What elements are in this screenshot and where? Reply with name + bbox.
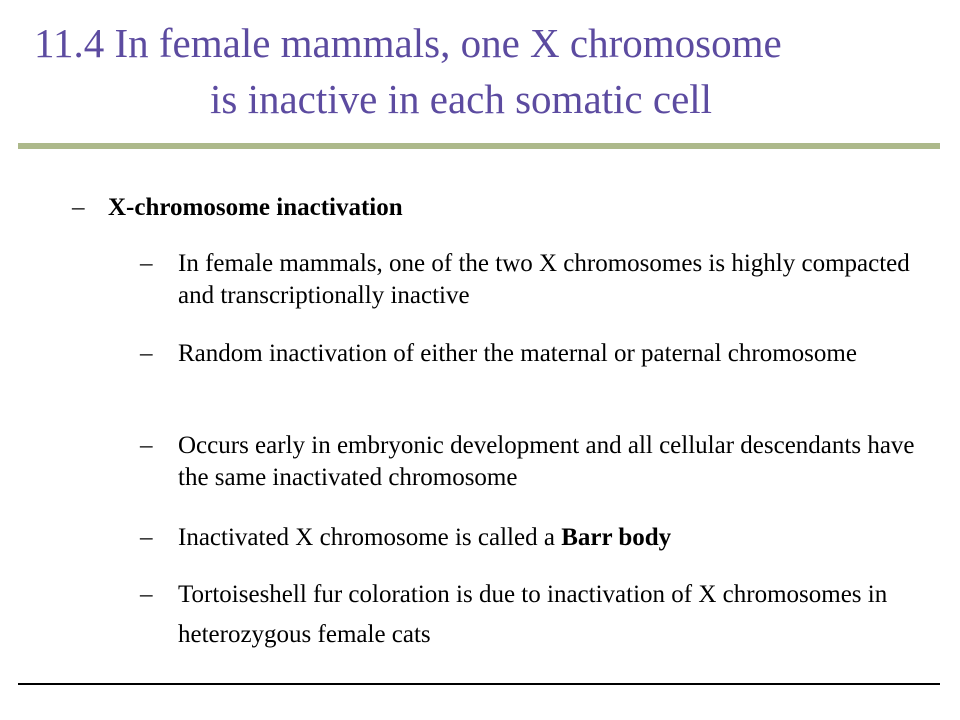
bullet-dash: –: [140, 581, 153, 608]
bullet-text: Occurs early in embryonic development and all cellular descendants have the same inactivated chromosome: [178, 432, 915, 491]
bullet-dash: –: [140, 250, 153, 277]
heading-text: X-chromosome inactivation: [108, 194, 403, 221]
bottom-divider: [18, 683, 940, 685]
section-heading: [72, 193, 403, 223]
slide-title-line-1: 11.4 In female mammals, one X chromosome: [34, 20, 782, 66]
bullet-text: Tortoiseshell fur coloration is due to inactivation of X chromosomes in heterozygous female cats: [178, 581, 888, 648]
slide-title-line-2: is inactive in each somatic cell: [210, 76, 713, 122]
bullet-dash: –: [140, 524, 153, 551]
bullet-text-bold: Barr body: [561, 524, 672, 551]
bullet-text-plain: Inactivated X chromosome is called a: [178, 524, 562, 551]
title-divider: [18, 143, 940, 149]
bullet-text: In female mammals, one of the two X chromosomes is highly compacted and transcriptionally inactive: [178, 250, 910, 309]
bullet-dash: –: [140, 432, 153, 459]
bullet-dash: –: [140, 340, 153, 367]
bullet-text: [178, 522, 928, 554]
heading-dash: –: [72, 194, 85, 221]
bullet-text: Random inactivation of either the maternal or paternal chromosome: [178, 340, 857, 367]
